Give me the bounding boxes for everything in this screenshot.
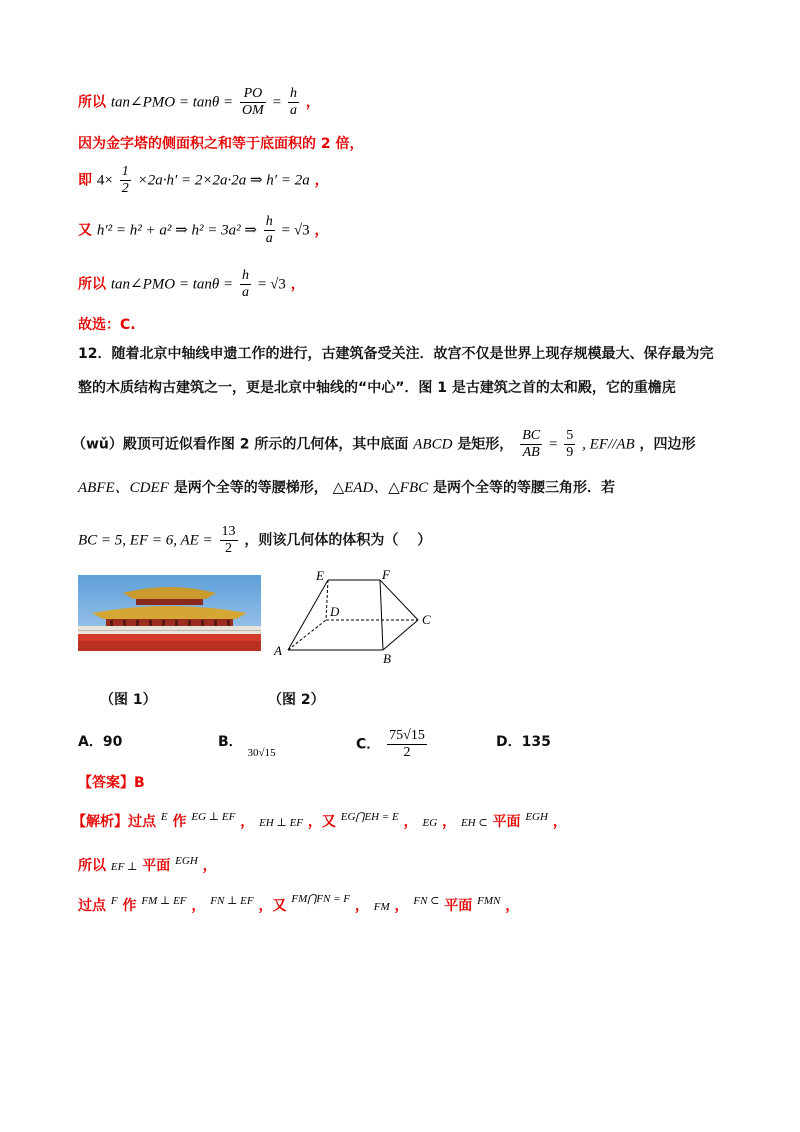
- fraction-h-a-3: $\frac{h}{a}$: [242, 268, 250, 300]
- label-c: C: [422, 612, 431, 627]
- edge-ad: [288, 620, 326, 650]
- solution-line-5: 所以 tan∠PMO = tanθ = $\frac{h}{a}$ = √3 ，: [78, 268, 305, 300]
- question-12-line-5: BC = 5, EF = 6, AE = $\frac{13}{2}$ ，则该几何体的体积为（ ）: [78, 524, 432, 556]
- label-e: E: [316, 568, 324, 583]
- option-c: C． $\frac{75√15}{2}$: [356, 728, 425, 760]
- label-a: A: [274, 643, 282, 658]
- hall-of-supreme-harmony-photo: [78, 575, 261, 651]
- edge-ea: [288, 580, 328, 650]
- option-d: D．135: [496, 734, 551, 750]
- question-12-line-4: ABFE、CDEF 是两个全等的等腰梯形， △EAD、△FBC 是两个全等的等腰三角形．若: [78, 480, 616, 496]
- question-12-line-2: 整的木质结构古建筑之一，更是北京中轴线的“中心”．图 1 是古建筑之首的太和殿，它的重檐庑: [78, 380, 676, 396]
- label-b: B: [383, 651, 391, 666]
- option-b: B． $_{30√15}$: [218, 734, 276, 759]
- fraction-bc-ab: $\frac{BC}{AB}$: [522, 428, 541, 460]
- fraction-5-9: $\frac{5}{9}$: [566, 428, 574, 460]
- edge-bc: [383, 620, 418, 650]
- palace-illustration: [78, 575, 261, 651]
- analysis-line-3: 过点 $^F$ 作 $^{FM \perp EF}$ ， $^{FN \perp EF}$ ，又 $^{FM⋂FN = F}$ ， FM ， $^{FN \subset}$ 平面 $^{FMN}$ ，: [78, 893, 520, 914]
- figure-2-solid: [268, 560, 448, 674]
- fraction-h-a: $\frac{h}{a}$: [290, 86, 298, 118]
- option-a: A．90: [78, 734, 123, 750]
- hipped-roof-solid-diagram: [268, 560, 448, 670]
- fraction-h-a-2: $\frac{h}{a}$: [265, 214, 273, 246]
- solution-choice: 故选：C.: [78, 317, 136, 333]
- analysis-line-2: 所以 EF ⊥ 平面 $^{EGH}$ ，: [78, 855, 217, 874]
- answer-line: 【答案】B: [78, 775, 145, 791]
- label-d: D: [330, 604, 340, 619]
- label-f: F: [382, 567, 390, 582]
- analysis-line-1: 【解析】过点 $^E$ 作 $^{EG \perp EF}$ ， EH ⊥ EF ，又 $^{EG⋂EH = E}$ ， EG ， EH ⊂ 平面 $^{EGH}$ ，: [72, 811, 567, 830]
- edge-fb: [380, 580, 383, 650]
- solution-line-3: 即 4× $\frac{1}{2}$ ×2a·h′ = 2×2a·2a ⇒ h′ = 2a ，: [78, 164, 329, 196]
- figure-2-caption: （图 2）: [268, 692, 325, 708]
- figure-1-caption: （图 1）: [100, 692, 157, 708]
- fraction-po-om: $\frac{PO}{OM}$: [242, 86, 264, 118]
- edge-fc: [380, 580, 418, 620]
- fraction-75root15-2: $\frac{75√15}{2}$: [389, 728, 425, 760]
- question-12-line-1: 12．随着北京中轴线申遗工作的进行，古建筑备受关注．故宫不仅是世界上现存规模最大、保存最为完: [78, 346, 714, 362]
- question-12-line-3: （wǔ）殿顶可近似看作图 2 所示的几何体，其中底面 ABCD 是矩形， $\frac{BC}{AB}$ = $\frac{5}{9}$ , EF//AB ，四边形: [72, 428, 696, 460]
- solution-line-2: 因为金字塔的侧面积之和等于底面积的 2 倍，: [78, 136, 364, 152]
- edge-ed: [326, 580, 328, 620]
- solution-line-4: 又 h′² = h² + a² ⇒ h² = 3a² ⇒ $\frac{h}{a}$ = √3 ，: [78, 214, 329, 246]
- solution-line-1: 所以 tan∠PMO = tanθ = $\frac{PO}{OM}$ = $\frac{h}{a}$ ，: [78, 86, 320, 118]
- fraction-half: $\frac{1}{2}$: [121, 164, 129, 196]
- fraction-13-2: $\frac{13}{2}$: [221, 524, 236, 556]
